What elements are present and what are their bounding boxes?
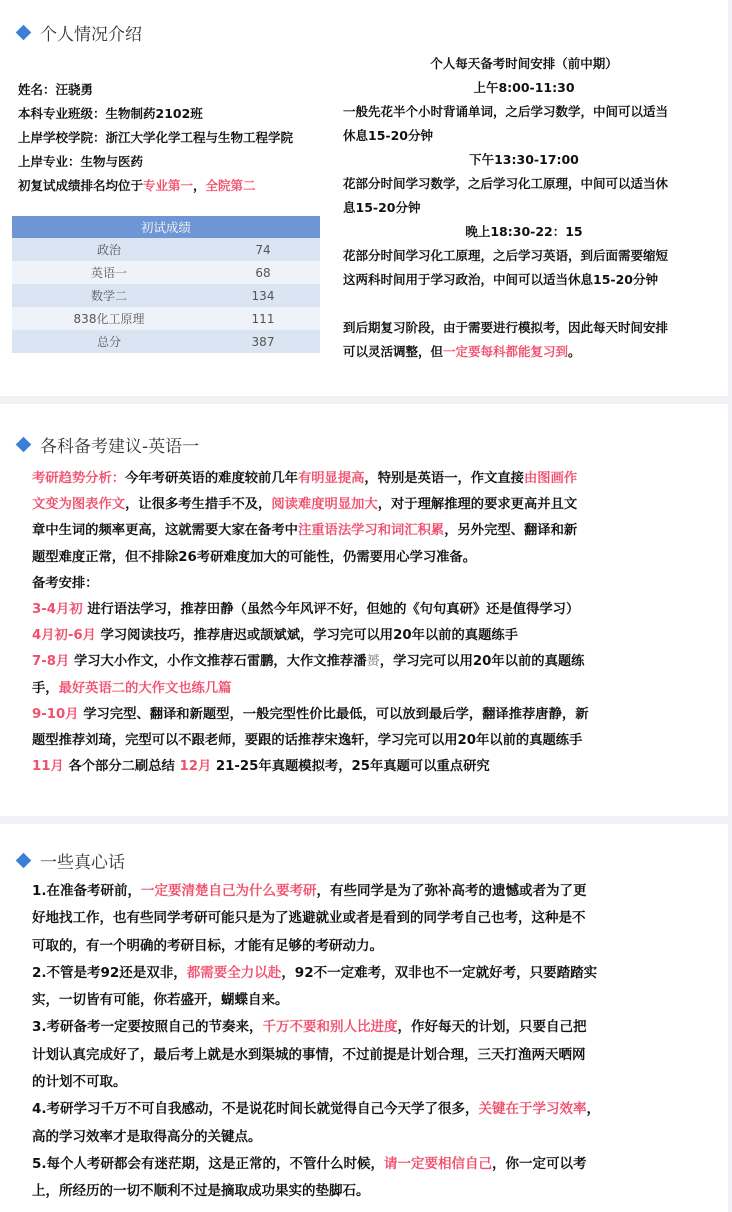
text-segment: 章中生词的频率更高，这就需要大家在备考中 <box>32 523 298 539</box>
text-segment: 387 <box>206 330 320 353</box>
text-segment: 1.在准备考研前， <box>32 883 142 899</box>
text-segment: 3-4月初 <box>32 601 83 617</box>
schedule-title: 个人每天备考时间安排（前中期） <box>430 56 618 71</box>
text-segment: 休息15-20分钟 <box>343 128 433 143</box>
text-line <box>32 960 707 987</box>
diamond-icon <box>16 25 32 41</box>
text-segment: 68 <box>206 261 320 284</box>
daily-schedule <box>343 52 705 364</box>
section-title-english <box>18 432 199 457</box>
text-line <box>32 492 707 518</box>
text-segment: 进行语法学习，推荐田静（虽然今年风评不好，但她的《句句真研》还是值得学习） <box>82 601 580 617</box>
text-segment: 学习完型、翻译和新题型，一般完型性价比最低，可以放到最后学，翻译推荐唐静，新 <box>78 706 589 722</box>
table-row <box>12 284 320 307</box>
text-segment: 个人情况介绍 <box>40 25 142 45</box>
score-table-header: 初试成绩 <box>12 216 320 238</box>
text-segment: 。 <box>568 344 581 359</box>
text-segment: ，有些同学是为了弥补高考的遗憾或者为了更 <box>316 883 587 899</box>
text-segment: 请一定要相信自己 <box>384 1155 493 1172</box>
diamond-icon <box>16 437 32 453</box>
heart-card <box>0 824 728 1212</box>
text-segment: 21-25年真题模拟考，25年真题可以重点研究 <box>211 759 490 775</box>
text-line <box>32 702 707 728</box>
profile-target-major: 上岸专业：生物与医药 <box>18 154 144 169</box>
text-segment: 手， <box>32 680 59 696</box>
text-segment: 9-10月 <box>32 706 79 722</box>
text-line <box>32 676 707 702</box>
profile-info <box>18 78 293 198</box>
profile-school: 上岸学校学院：浙江大学化学工程与生物工程学院 <box>18 130 294 145</box>
text-segment: ， <box>586 1101 601 1118</box>
text-segment: 题型难度正常，但不排除26考研难度加大的可能性，仍需要用心学习准备。 <box>32 549 477 565</box>
text-segment: 计划认真完成好了，最后考上就是水到渠城的事情，不过前提是计划合理，三天打渔两天晒网 <box>32 1046 586 1063</box>
text-line <box>32 597 707 623</box>
text-segment: 实，一切皆有可能，你若盛开，蝴蝶自来。 <box>32 992 289 1009</box>
text-segment: ，另外完型、翻译和新 <box>444 523 578 539</box>
text-segment: 阅读难度明显加大 <box>271 497 378 513</box>
text-line <box>32 878 707 905</box>
profile-rank <box>18 174 293 198</box>
text-segment: 注重语法学习和词汇积累 <box>297 523 445 539</box>
text-line <box>32 1014 707 1041</box>
text-segment: 政治 <box>12 238 206 261</box>
text-segment: 学习阅读技巧，推荐唐迟或颉斌斌，学习完可以用20年以前的真题练手 <box>95 628 518 644</box>
text-segment: ， <box>193 178 206 193</box>
text-segment: 好地找工作，也有些同学考研可能只是为了逃避就业或者是看到的同学考自己也考，这种是不 <box>32 910 586 927</box>
text-segment: 4月初-6月 <box>32 628 96 644</box>
text-line <box>32 466 707 492</box>
text-segment: ，作好每天的计划，只要自己把 <box>397 1019 587 1036</box>
text-line <box>32 649 707 675</box>
text-segment: 赟 <box>366 654 380 670</box>
text-line <box>343 340 705 364</box>
intro-card <box>0 0 728 396</box>
text-segment: 可以灵活调整，但 <box>343 344 444 359</box>
text-segment: 数学二 <box>12 284 206 307</box>
text-segment: 关键在于学习效率 <box>478 1101 587 1118</box>
text-segment: 由图画作 <box>523 471 578 486</box>
text-segment: 考研趋势分析： <box>32 471 126 486</box>
text-segment: 12月 <box>179 759 212 775</box>
text-line <box>32 1096 707 1123</box>
text-segment: 最好英语二的大作文也练几篇 <box>58 680 232 696</box>
text-segment: 今年考研英语的难度较前几年 <box>125 471 298 486</box>
text-segment: ，92不一定难考，双非也不一定就好考，只要踏踏实 <box>281 964 598 981</box>
text-segment: 7-8月 <box>32 654 70 670</box>
text-segment: 各个部分二刷总结 <box>63 759 180 775</box>
text-line <box>32 623 707 649</box>
section-title-intro <box>18 20 142 45</box>
text-segment: 各科备考建议-英语一 <box>40 437 200 457</box>
text-segment: ，让很多考生措手不及， <box>125 497 272 513</box>
text-segment: 全院第二 <box>205 178 256 193</box>
profile-major-class: 本科专业班级：生物制药2102班 <box>18 106 203 121</box>
text-segment: 花部分时间学习化工原理，之后学习英语，到后面需要缩短 <box>343 248 669 263</box>
profile-name: 姓名：汪骁勇 <box>18 82 94 97</box>
evening-time: 晚上18:30-22：15 <box>465 224 583 239</box>
table-row <box>12 330 320 353</box>
text-segment: 高的学习效率才是取得高分的关键点。 <box>32 1128 262 1145</box>
text-segment: 息15-20分钟 <box>343 200 421 215</box>
afternoon-time: 下午13:30-17:00 <box>469 152 579 167</box>
text-segment: 有明显提高 <box>297 471 365 486</box>
table-row <box>12 307 320 330</box>
text-segment: 4.考研学习千万不可自我感动，不是说花时间长就觉得自己今天学了很多， <box>32 1101 479 1118</box>
score-table <box>12 216 320 353</box>
text-segment: 到后期复习阶段，由于需要进行模拟考，因此每天时间安排 <box>343 320 669 335</box>
text-segment: 学习大小作文，小作文推荐石雷鹏，大作文推荐潘 <box>69 654 367 670</box>
text-segment: 3.考研备考一定要按照自己的节奏来， <box>32 1019 263 1036</box>
text-segment: 千万不要和别人比进度 <box>262 1019 398 1036</box>
diamond-icon <box>16 853 32 869</box>
text-segment: 的计划不可取。 <box>32 1074 127 1091</box>
table-row <box>12 238 320 261</box>
morning-time: 上午8:00-11:30 <box>473 80 575 95</box>
text-segment: 初复试成绩排名均位于 <box>18 178 144 193</box>
text-segment: 题型推荐刘琦，完型可以不跟老师，要跟的话推荐宋逸轩，学习完可以用20年以前的真题练手 <box>32 732 583 748</box>
text-segment: ，对于理解推理的要求更高并且文 <box>377 497 578 513</box>
text-segment: 可取的，有一个明确的考研目标，才能有足够的考研动力。 <box>32 937 383 954</box>
english-card <box>0 404 728 816</box>
text-segment: 上，所经历的一切不顺利不过是摘取成功果实的垫脚石。 <box>32 1183 370 1200</box>
text-segment: 134 <box>206 284 320 307</box>
text-line <box>32 518 707 544</box>
text-segment: 一定要清楚自己为什么要考研 <box>141 883 317 899</box>
text-segment: 11月 <box>32 759 64 775</box>
text-segment: 5.每个人考研都会有迷茫期，这是正常的，不管什么时候， <box>32 1155 385 1172</box>
text-segment: 这两科时间用于学习政治，中间可以适当休息15-20分钟 <box>343 272 658 287</box>
text-segment: 花部分时间学习数学，之后学习化工原理，中间可以适当休 <box>343 176 669 191</box>
text-segment: 文变为图表作文 <box>32 497 126 513</box>
section-title-heart <box>18 848 125 873</box>
text-segment: ，特别是英语一，作文直接 <box>364 471 524 486</box>
heart-words <box>32 878 707 1206</box>
text-segment: 一定要每科都能复习到 <box>443 344 569 359</box>
text-line <box>32 1151 707 1178</box>
text-line <box>32 754 707 780</box>
text-segment: 111 <box>206 307 320 330</box>
text-line <box>343 292 705 316</box>
text-segment: 74 <box>206 238 320 261</box>
text-segment: 英语一 <box>12 261 206 284</box>
text-segment: 专业第一 <box>143 178 194 193</box>
table-row <box>12 261 320 284</box>
text-segment: 一些真心话 <box>40 853 125 873</box>
text-segment: ，你一定可以考 <box>492 1155 587 1172</box>
prep-plan-label: 备考安排： <box>32 575 99 591</box>
text-segment: 总分 <box>12 330 206 353</box>
text-segment: ，学习完可以用20年以前的真题练 <box>379 654 585 670</box>
text-segment: 一般先花半个小时背诵单词，之后学习数学，中间可以适当 <box>343 104 669 119</box>
english-advice <box>32 466 707 780</box>
text-segment: 都需要全力以赴 <box>186 964 282 981</box>
text-segment: 2.不管是考92还是双非， <box>32 964 187 981</box>
text-segment: 838化工原理 <box>12 307 206 330</box>
